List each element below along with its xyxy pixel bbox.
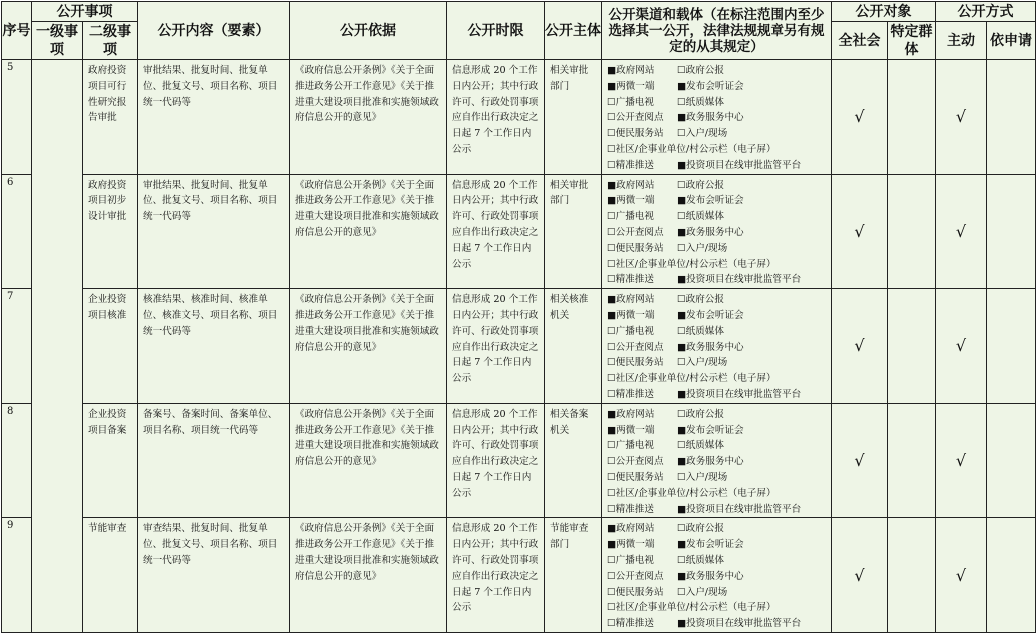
channel-line (607, 537, 827, 553)
mode-active-check: √ (936, 289, 987, 404)
channel-option: ■两微一端 (607, 309, 655, 321)
channel-option: ☐政府公报 (677, 294, 724, 306)
channel-option: ☐便民服务站 (607, 586, 664, 598)
row-timing: 信息形成 20 个工作日内公开；其中行政许可、行政处罚事项应自作出行政决定之日起 7 个工作日内公示 (447, 174, 545, 289)
header-mode-request: 依申请 (987, 22, 1036, 60)
channel-option: ☐社区/企事业单位/村公示栏（电子屏） (607, 258, 776, 270)
channel-option: ■两微一端 (607, 80, 655, 92)
header-audience-group: 公开对象 (832, 2, 936, 22)
channel-line (607, 454, 827, 470)
channel-option: ■发布会听证会 (677, 424, 744, 436)
channel-line (607, 110, 827, 126)
row-seq: 7 (2, 289, 32, 404)
channel-option: ☐广播电视 (607, 211, 654, 223)
row-level2: 政府投资项目可行性研究报告审批 (83, 60, 138, 175)
channel-option: ☐政府公报 (677, 408, 724, 420)
row-channels (602, 518, 832, 633)
channel-option: ☐公开查阅点 (607, 226, 664, 238)
audience-specific-check (888, 518, 936, 633)
audience-all-check: √ (832, 60, 888, 175)
row-basis: 《政府信息公开条例》《关于全面推进政务公开工作意见》《关于推进重大建设项目批准和实施领域政府信息公开的意见》 (290, 518, 447, 633)
channel-option: ■两微一端 (607, 424, 655, 436)
channel-option: ☐入户/现场 (677, 128, 728, 140)
header-seq: 序号 (2, 2, 32, 60)
row-content: 备案号、备案时间、备案单位、项目名称、项目统一代码等 (138, 403, 290, 518)
row-channels (602, 174, 832, 289)
channel-option: ☐社区/企事业单位/村公示栏（电子屏） (607, 602, 776, 614)
channel-line (607, 158, 827, 174)
row-timing: 信息形成 20 个工作日内公开；其中行政许可、行政处罚事项应自作出行政决定之日起 7 个工作日内公示 (447, 60, 545, 175)
channel-line (607, 553, 827, 569)
channel-line (607, 126, 827, 142)
row-basis: 《政府信息公开条例》《关于全面推进政务公开工作意见》《关于推进重大建设项目批准和实施领域政府信息公开的意见》 (290, 403, 447, 518)
row-level2: 企业投资项目备案 (83, 403, 138, 518)
row-level2: 节能审查 (83, 518, 138, 633)
channel-line (607, 178, 827, 194)
channel-option: ■政府网站 (607, 408, 655, 420)
mode-request-check (987, 60, 1036, 175)
row-subject: 相关核准机关 (545, 289, 602, 404)
channel-option: ☐便民服务站 (607, 357, 664, 369)
header-level1: 一级事项 (32, 22, 83, 60)
channel-option: ☐纸质媒体 (677, 96, 724, 108)
channel-option: ☐公开查阅点 (607, 112, 664, 124)
mode-request-check (987, 174, 1036, 289)
channel-line (607, 257, 827, 273)
header-subject: 公开主体 (545, 2, 602, 60)
channel-option: ■投资项目在线审批监管平台 (677, 274, 802, 286)
channel-option: ■发布会听证会 (677, 80, 744, 92)
channel-option: ☐社区/企事业单位/村公示栏（电子屏） (607, 143, 776, 155)
channel-option: ☐广播电视 (607, 325, 654, 337)
channel-line (607, 79, 827, 95)
audience-specific-check (888, 289, 936, 404)
channel-option: ☐精准推送 (607, 618, 654, 630)
row-subject: 相关审批部门 (545, 60, 602, 175)
channel-line (607, 423, 827, 439)
table-row (2, 403, 1036, 518)
channel-option: ☐精准推送 (607, 503, 654, 515)
channel-line (607, 502, 827, 518)
row-timing: 信息形成 20 个工作日内公开；其中行政许可、行政处罚事项应自作出行政决定之日起 7 个工作日内公示 (447, 289, 545, 404)
channel-line (607, 486, 827, 502)
channel-option: ☐便民服务站 (607, 471, 664, 483)
channel-option: ☐精准推送 (607, 274, 654, 286)
channel-option: ■政务服务中心 (677, 112, 744, 124)
channel-option: ■投资项目在线审批监管平台 (677, 503, 802, 515)
channel-line (607, 407, 827, 423)
table-body (2, 60, 1036, 633)
channel-line (607, 63, 827, 79)
channel-option: ☐纸质媒体 (677, 440, 724, 452)
channel-option: ☐政府公报 (677, 65, 724, 76)
row-level2: 政府投资项目初步设计审批 (83, 174, 138, 289)
table-row (2, 60, 1036, 175)
header-timing: 公开时限 (447, 2, 545, 60)
channel-option: ■投资项目在线审批监管平台 (677, 388, 802, 400)
header-mode-active: 主动 (936, 22, 987, 60)
header-level2: 二级事项 (83, 22, 138, 60)
table-row (2, 289, 1036, 404)
channel-option: ☐纸质媒体 (677, 211, 724, 223)
audience-all-check: √ (832, 518, 888, 633)
channel-option: ☐社区/企事业单位/村公示栏（电子屏） (607, 373, 776, 385)
row-channels (602, 289, 832, 404)
channel-line (607, 387, 827, 403)
row-level2: 企业投资项目核准 (83, 289, 138, 404)
channel-line (607, 95, 827, 111)
header-audience-specific: 特定群体 (888, 22, 936, 60)
channel-line (607, 340, 827, 356)
mode-request-check (987, 518, 1036, 633)
row-seq: 5 (2, 60, 32, 175)
channel-option: ■政务服务中心 (677, 341, 744, 353)
row-subject: 节能审查部门 (545, 518, 602, 633)
row-content: 核准结果、核准时间、核准单位、核准文号、项目名称、项目统一代码等 (138, 289, 290, 404)
row-content: 审批结果、批复时间、批复单位、批复文号、项目名称、项目统一代码等 (138, 60, 290, 175)
channel-line (607, 470, 827, 486)
channel-option: ☐公开查阅点 (607, 456, 664, 468)
channel-line (607, 600, 827, 616)
header-channels: 公开渠道和载体（在标注范围内至少选择其一公开，法律法规规章另有规定的从其规定） (602, 2, 832, 60)
row-timing: 信息形成 20 个工作日内公开；其中行政许可、行政处罚事项应自作出行政决定之日起 7 个工作日内公示 (447, 403, 545, 518)
channel-line (607, 569, 827, 585)
channel-line (607, 308, 827, 324)
audience-specific-check (888, 403, 936, 518)
row-timing: 信息形成 20 个工作日内公开；其中行政许可、行政处罚事项应自作出行政决定之日起 7 个工作日内公示 (447, 518, 545, 633)
channel-option: ■政府网站 (607, 179, 655, 191)
row-seq: 6 (2, 174, 32, 289)
table-row (2, 518, 1036, 633)
channel-option: ☐广播电视 (607, 96, 654, 108)
channel-option: ■政务服务中心 (677, 570, 744, 582)
channel-option: ☐广播电视 (607, 440, 654, 452)
audience-specific-check (888, 174, 936, 289)
channel-option: ☐入户/现场 (677, 586, 728, 598)
channel-option: ☐纸质媒体 (677, 325, 724, 337)
channel-option: ■政府网站 (607, 523, 655, 535)
channel-option: ☐入户/现场 (677, 242, 728, 254)
row-content: 审批结果、批复时间、批复单位、批复文号、项目名称、项目统一代码等 (138, 174, 290, 289)
channel-line (607, 371, 827, 387)
channel-line (607, 324, 827, 340)
mode-active-check: √ (936, 174, 987, 289)
mode-active-check: √ (936, 403, 987, 518)
audience-all-check: √ (832, 289, 888, 404)
channel-line (607, 272, 827, 288)
row-basis: 《政府信息公开条例》《关于全面推进政务公开工作意见》《关于推进重大建设项目批准和实施领域政府信息公开的意见》 (290, 174, 447, 289)
channel-option: ☐便民服务站 (607, 128, 664, 140)
channel-line (607, 142, 827, 158)
row-seq: 8 (2, 403, 32, 518)
channel-line (607, 292, 827, 308)
audience-all-check: √ (832, 174, 888, 289)
channel-option: ■发布会听证会 (677, 539, 744, 551)
channel-line (607, 241, 827, 257)
header-audience-all: 全社会 (832, 22, 888, 60)
channel-option: ☐政府公报 (677, 179, 724, 191)
row-channels (602, 60, 832, 175)
header-basis: 公开依据 (290, 2, 447, 60)
header-items-group: 公开事项 (32, 2, 138, 22)
header-content: 公开内容（要素） (138, 2, 290, 60)
header-mode-group: 公开方式 (936, 2, 1036, 22)
channel-option: ■两微一端 (607, 539, 655, 551)
channel-line (607, 585, 827, 601)
channel-line (607, 521, 827, 537)
channel-line (607, 355, 827, 371)
channel-option: ☐公开查阅点 (607, 341, 664, 353)
channel-option: ☐入户/现场 (677, 471, 728, 483)
channel-line (607, 209, 827, 225)
row-basis: 《政府信息公开条例》《关于全面推进政务公开工作意见》《关于推进重大建设项目批准和实施领域政府信息公开的意见》 (290, 60, 447, 175)
mode-active-check: √ (936, 60, 987, 175)
channel-option: ■政务服务中心 (677, 456, 744, 468)
row-content: 审查结果、批复时间、批复单位、批复文号、项目名称、项目统一代码等 (138, 518, 290, 633)
channel-option: ■投资项目在线审批监管平台 (677, 159, 802, 171)
audience-all-check: √ (832, 403, 888, 518)
channel-option: ■政府网站 (607, 65, 655, 76)
mode-active-check: √ (936, 518, 987, 633)
row-subject: 相关审批部门 (545, 174, 602, 289)
channel-line (607, 616, 827, 632)
channel-option: ■发布会听证会 (677, 195, 744, 207)
table-row (2, 174, 1036, 289)
channel-option: ☐政府公报 (677, 523, 724, 535)
channel-option: ■政务服务中心 (677, 226, 744, 238)
channel-option: ☐便民服务站 (607, 242, 664, 254)
mode-request-check (987, 403, 1036, 518)
channel-line (607, 225, 827, 241)
row-channels (602, 403, 832, 518)
row-basis: 《政府信息公开条例》《关于全面推进政务公开工作意见》《关于推进重大建设项目批准和实施领域政府信息公开的意见》 (290, 289, 447, 404)
disclosure-table (1, 1, 1036, 633)
channel-option: ■政府网站 (607, 294, 655, 306)
channel-line (607, 438, 827, 454)
row-seq: 9 (2, 518, 32, 633)
channel-option: ■两微一端 (607, 195, 655, 207)
channel-option: ☐纸质媒体 (677, 554, 724, 566)
row-subject: 相关备案机关 (545, 403, 602, 518)
channel-option: ■发布会听证会 (677, 309, 744, 321)
level1-cell (32, 60, 83, 633)
channel-line (607, 193, 827, 209)
channel-option: ☐入户/现场 (677, 357, 728, 369)
channel-option: ☐广播电视 (607, 554, 654, 566)
channel-option: ☐精准推送 (607, 159, 654, 171)
channel-option: ■投资项目在线审批监管平台 (677, 618, 802, 630)
mode-request-check (987, 289, 1036, 404)
channel-option: ☐公开查阅点 (607, 570, 664, 582)
audience-specific-check (888, 60, 936, 175)
channel-option: ☐社区/企事业单位/村公示栏（电子屏） (607, 487, 776, 499)
channel-option: ☐精准推送 (607, 388, 654, 400)
